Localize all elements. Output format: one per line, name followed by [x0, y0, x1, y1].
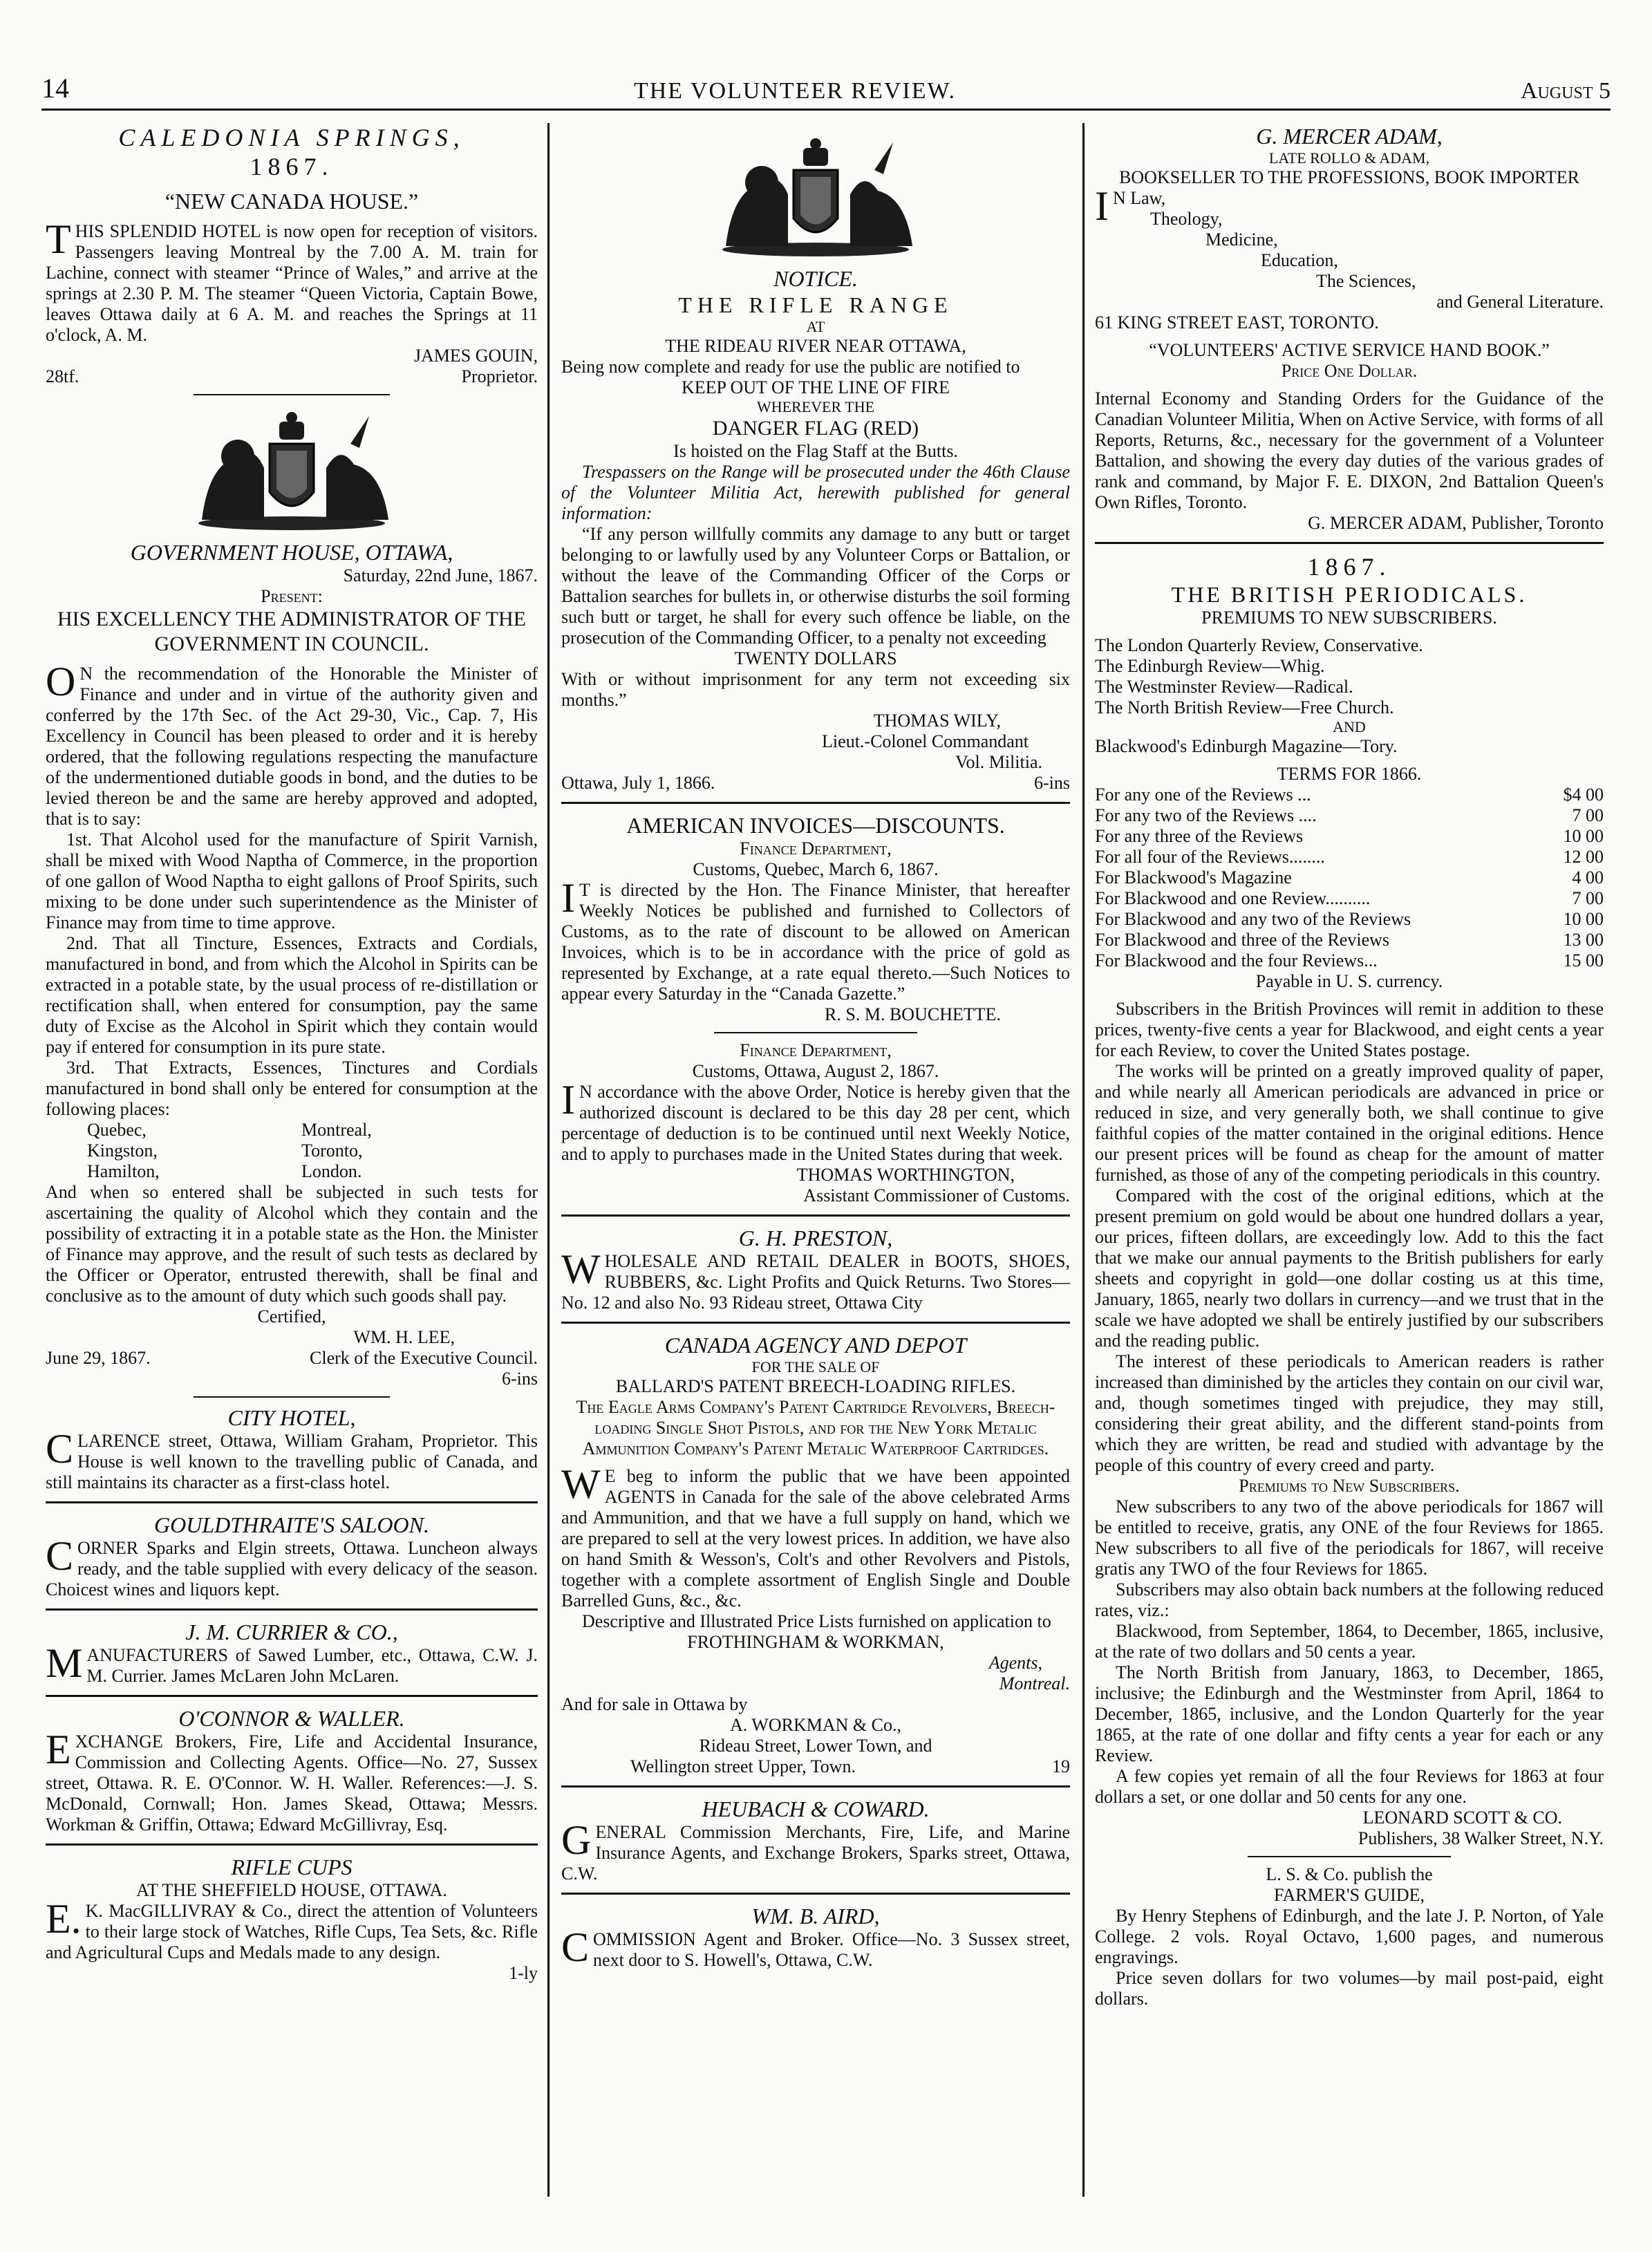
notice-ins: 6-ins [1034, 773, 1070, 793]
notice-ins: 6-ins [502, 1369, 538, 1389]
page-number: 14 [41, 73, 69, 104]
notice-location: Customs, Ottawa, August 2, 1867. [692, 1061, 939, 1081]
ad-year: 1867. [250, 153, 334, 180]
rate-row: For any three of the Reviews 10 00 [1095, 826, 1604, 846]
ad-paragraph: The works will be printed on a greatly improved quality of paper, and while nearly all American periodicals are advanced in price or reduced in size, and very generally both, we shall continue to give faithful copies of the matter contained in the original editions. Hence our present prices will be found as cheap for the amount of matter furnished, as those of any of the competing periodicals in this country. [1095, 1061, 1604, 1185]
notice-flag: DANGER FLAG (RED) [712, 417, 919, 440]
ad-paragraph: Compared with the cost of the original editions, which at the present premium on gold would be about one hundred dollars a year, our prices, fifteen dollars, are exceedingly low. Add to this the fact that we make our annual payments to the British publishers for early sheets and copyright in gold—one dollar costing us at this time, January, 1865, nearly two dollars in currency—and we trust that in the scale we have adopted we shall be entirely justified by our subscribers and the reading public. [1095, 1185, 1604, 1351]
notice-wherever: WHEREVER THE [756, 398, 875, 415]
ad-address: Rideau Street, Lower Town, and [699, 1736, 932, 1756]
notice-role: Clerk of the Executive Council. [310, 1348, 538, 1368]
ad-signer: LEONARD SCOTT & CO. [1362, 1808, 1562, 1828]
notice-signer: THOMAS WILY, [873, 711, 1001, 731]
review-item: The Westminster Review—Radical. [1095, 677, 1353, 697]
notice-penalty: TWENTY DOLLARS [734, 648, 897, 668]
ad-body: EXCHANGE Brokers, Fire, Life and Accidental Insurance, Commission and Collecting Agents. Office—No. 27, Sussex street, Ottawa. R. E. O'Connor. W. H. Waller. References:—J. S. McDonald, Cornwall; Hon. James Skead, Ottawa; Messrs. Workman & Griffin, Ottawa; Edward McGillivray, Esq. [46, 1727, 538, 1835]
ad-late: LATE ROLLO & ADAM, [1268, 149, 1430, 167]
notice-paragraph: Trespassers on the Range will be prosecuted under the 46th Clause of the Volunteer Militia Act, herewith published for general information: [561, 462, 1070, 523]
ad-title: G. MERCER ADAM, [1256, 124, 1443, 149]
ad-body: MANUFACTURERS of Sawed Lumber, etc., Ottawa, C.W. J. M. Currier. James McLaren John McLaren. [46, 1640, 538, 1686]
notice-dept: Finance Department, [740, 838, 892, 858]
places-row: Kingston, Toronto, [87, 1141, 363, 1161]
notice-keep: KEEP OUT OF THE LINE OF FIRE [681, 377, 950, 397]
ad-title: O'CONNOR & WALLER. [178, 1706, 405, 1731]
ad-subject: The Sciences, [1316, 271, 1416, 291]
notice-range: THE RIFLE RANGE [678, 292, 953, 317]
notice-signer: WM. H. LEE, [353, 1327, 455, 1347]
notice-paragraph: “If any person willfully commits any damage to any butt or target belonging to or lawfully used by any Volunteer Corps or Battalion, or without the leave of the Commanding Officer of the Corps or Battalion searches for bullets in, or otherwise disturbs the soil forming such butt or target, he shall for every such offence be liable, on the prosecution of the Commanding Officer, to a penalty not exceeding [561, 524, 1070, 648]
ad-body: THIS SPLENDID HOTEL is now open for reception of visitors. Passengers leaving Montreal by the 7.00 A. M. train for Lachine, connect with steamer “Prince of Wales,” and arrive at the springs at 2.30 P. M. The steamer “Queen Victoria, Captain Bowe, leaves Ottawa daily at 6 A. M. and reaches the Springs at 11 o'clock, A. M. [46, 216, 538, 345]
ad-publisher: G. MERCER ADAM, Publisher, Toronto [1308, 513, 1604, 533]
ad-paragraph: New subscribers to any two of the above periodicals for 1867 will be entitled to receive, gratis, any ONE of the four Reviews for 1865. New subscribers to all five of the periodicals for 1867, will receive gratis any TWO of the four Reviews for 1865. [1095, 1496, 1604, 1579]
ad-body: E.K. MacGILLIVRAY & Co., direct the attention of Volunteers to their large stock of Watches, Rifle Cups, Tea Sets, &c. Rifle and Agricultural Cups and Medals made to any design. [46, 1896, 538, 1962]
ad-sale: And for sale in Ottawa by [561, 1694, 748, 1714]
ad-also: L. S. & Co. publish the [1266, 1864, 1433, 1884]
mercer-adam-ad [1095, 123, 1604, 534]
column-right [1095, 123, 1604, 2211]
notice-signer: THOMAS WORTHINGTON, [796, 1165, 1015, 1185]
ad-title: G. H. PRESTON, [738, 1226, 893, 1250]
aird-ad [561, 1903, 1070, 1971]
ad-title: HEUBACH & COWARD. [702, 1796, 930, 1821]
city-hotel-ad [46, 1405, 538, 1493]
review-item: The North British Review—Free Church. [1095, 697, 1394, 717]
ad-subtitle: AT THE SHEFFIELD HOUSE, OTTAWA. [136, 1880, 447, 1900]
gouldthraite-saloon-ad [46, 1512, 538, 1600]
ad-signer: JAMES GOUIN, [413, 346, 538, 366]
notice-body: IT is directed by the Hon. The Finance Minister, that hereafter Weekly Notices be published and furnished to Collectors of Customs, as to the rate of discount to be allowed on American Invoices, which is to be in accordance with the price of gold as represented by Exchange, at a rate equal thereto.—Such Notices to appear every Saturday in the “Canada Gazette.” [561, 875, 1070, 1004]
royal-crest-icon [712, 129, 919, 260]
rate-row: For Blackwood and one Review.......... 7 00 [1095, 888, 1604, 908]
rate-row: For Blackwood and the four Reviews... 15 00 [1095, 950, 1604, 970]
notice-signer: R. S. M. BOUCHETTE. [825, 1004, 1001, 1024]
notice-title: AMERICAN INVOICES—DISCOUNTS. [626, 813, 1005, 838]
notice-present: Present: [261, 586, 323, 606]
rate-row: For all four of the Reviews........ 12 00 [1095, 847, 1604, 867]
notice-hoisted: Is hoisted on the Flag Staff at the Butts. [673, 441, 958, 461]
ad-address: Wellington street Upper, Town. [630, 1756, 856, 1776]
ad-body: WHOLESALE AND RETAIL DEALER in BOOTS, SHOES, RUBBERS, &c. Light Profits and Quick Returns. Two Stores—No. 12 and also No. 93 Rideau street, Ottawa City [561, 1246, 1070, 1313]
notice-paragraph: Being now complete and ready for use the public are notified to [561, 357, 1020, 377]
ad-paragraph: By Henry Stephens of Edinburgh, and the late J. P. Norton, of Yale College. 2 vols. Royal Octavo, 1,600 pages, and numerous engravings. [1095, 1906, 1604, 1967]
ad-workman: A. WORKMAN & Co., [730, 1715, 901, 1735]
notice-dated: June 29, 1867. [46, 1348, 151, 1368]
notice-dept: Finance Department, [740, 1040, 892, 1060]
currier-ad [46, 1619, 538, 1687]
preston-ad [561, 1225, 1070, 1313]
ad-paragraph: The North British from January, 1863, to December, 1865, inclusive; the Edinburgh and the Westminster from April, 1864 to December, 1865, inclusive, and the London Quarterly for the year 1865, at the rate of one dollar and fifty cents a year for each or any Review. [1095, 1662, 1604, 1765]
notice-date: Saturday, 22nd June, 1867. [343, 565, 538, 585]
column-rule [1082, 123, 1085, 2197]
ad-ref: 28tf. [46, 366, 79, 386]
ad-title: WM. B. AIRD, [751, 1904, 880, 1929]
ad-title: CALEDONIA SPRINGS, [118, 124, 465, 151]
ad-role: Proprietor. [461, 366, 538, 386]
rate-row: For any two of the Reviews .... 7 00 [1095, 805, 1604, 825]
column-left [46, 123, 538, 2211]
notice-role: Assistant Commissioner of Customs. [803, 1185, 1070, 1205]
notice-paragraph: With or without imprisonment for any term not exceeding six months.” [561, 669, 1070, 710]
ad-subject: Medicine, [1205, 229, 1278, 250]
column-middle [561, 123, 1070, 2211]
ad-paragraph: Descriptive and Illustrated Price Lists furnished on application to [582, 1611, 1051, 1631]
rifle-range-notice [561, 265, 1070, 794]
ad-publishers: Publishers, 38 Walker Street, N.Y. [1358, 1828, 1604, 1848]
government-house-notice [46, 539, 538, 1389]
ad-paragraph: Blackwood, from September, 1864, to December, 1865, inclusive, at the rate of two dollars and 50 cents a year. [1095, 1621, 1604, 1662]
ad-body: Internal Economy and Standing Orders for the Guidance of the Canadian Volunteer Militia, When on Active Service, with forms of all Reports, Returns, &c., necessary for the government of a Volunteer Battalion, and showing the every day duties of the various grades of rank and command, by Major F. E. DIXON, 2nd Battalion Queen's Own Rifles, Toronto. [1095, 388, 1604, 512]
ad-firm: FROTHINGHAM & WORKMAN, [687, 1632, 944, 1652]
british-periodicals-ad [1095, 552, 1604, 2009]
ad-title: THE BRITISH PERIODICALS. [1171, 582, 1528, 607]
ad-body: CORNER Sparks and Elgin streets, Ottawa. Luncheon always ready, and the table supplied with every delicacy of the season. Choicest wines and liquors kept. [46, 1533, 538, 1599]
notice-role: Vol. Militia. [955, 752, 1042, 772]
caledonia-springs-ad [46, 123, 538, 395]
ad-body: WE beg to inform the public that we have been appointed AGENTS in Canada for the sale of the above celebrated Arms and Ammunition, and that we have a full supply on hand, which we are prepared to sell at the very lowest prices. In addition, we have also on hand Smith & Wesson's, Colt's and other Revolvers and Pistols, together with a complete assortment of English Single and Double Barrelled Guns, &c., &c. [561, 1461, 1070, 1611]
rate-row: For Blackwood and any two of the Reviews 10 00 [1095, 909, 1604, 929]
ad-subject: and General Literature. [1436, 292, 1604, 312]
review-item: The London Quarterly Review, Conservative. [1095, 635, 1423, 655]
notice-location: Customs, Quebec, March 6, 1867. [693, 859, 939, 879]
ad-title: CANADA AGENCY AND DEPOT [664, 1333, 967, 1358]
ad-paragraph: Subscribers may also obtain back numbers at the following reduced rates, viz.: [1095, 1579, 1604, 1620]
canada-agency-ad [561, 1332, 1070, 1777]
ad-agents: Agents, [988, 1653, 1042, 1673]
rate-row: For Blackwood's Magazine 4 00 [1095, 867, 1604, 888]
rate-row: For Blackwood and three of the Reviews 13 00 [1095, 930, 1604, 950]
notice-role: Lieut.-Colonel Commandant [822, 731, 1029, 751]
ad-premiums: PREMIUMS TO NEW SUBSCRIBERS. [1201, 608, 1497, 628]
ad-title: RIFLE CUPS [231, 1855, 353, 1879]
notice-certified: Certified, [257, 1306, 326, 1326]
notice-title: GOVERNMENT HOUSE, OTTAWA, [130, 540, 453, 565]
heubach-coward-ad [561, 1796, 1070, 1884]
page-header [41, 69, 1611, 111]
notice-river: THE RIDEAU RIVER NEAR OTTAWA, [665, 336, 966, 356]
rifle-cups-ad [46, 1854, 538, 1984]
review-and: AND [1333, 718, 1366, 735]
ad-paragraph: Subscribers in the British Provinces will remit in addition to these prices, twenty-five cents a year for Blackwood, and eight cents a year for each Review, to cover the United States postage. [1095, 999, 1604, 1060]
ad-ins: 19 [1052, 1756, 1070, 1776]
review-item: Blackwood's Edinburgh Magazine—Tory. [1095, 736, 1398, 756]
review-item: The Edinburgh Review—Whig. [1095, 656, 1325, 676]
ad-for: FOR THE SALE OF [751, 1358, 880, 1376]
ad-body: GENERAL Commission Merchants, Fire, Life, and Marine Insurance Agents, and Exchange Brokers, Sparks street, Ottawa, C.W. [561, 1817, 1070, 1884]
ad-paragraph: Price seven dollars for two volumes—by mail post-paid, eight dollars. [1095, 1968, 1604, 2009]
rate-row: For any one of the Reviews ... $4 00 [1095, 785, 1604, 805]
ad-in: IN Law, [1095, 183, 1166, 229]
american-invoices-notice [561, 812, 1070, 1206]
notice-title: NOTICE. [773, 266, 858, 291]
issue-date: August 5 [1520, 78, 1611, 104]
ad-paragraph: A few copies yet remain of all the four Reviews for 1863 at four dollars a set, or one dollar and 50 cents for any one. [1095, 1766, 1604, 1807]
notice-at: AT [806, 318, 825, 335]
ad-price: Price One Dollar. [1281, 361, 1418, 381]
ad-body: CLARENCE street, Ottawa, William Graham, Proprietor. This House is well known to the travelling public of Canada, and still maintains its character as a first-class hotel. [46, 1426, 538, 1492]
ad-paragraph: The interest of these periodicals to American readers is rather increased than diminished by the articles they contain on our civil war, and, though sometimes tinged with prejudice, they may still, considering their great ability, and the different stand-points from which they are written, be read and studied with advantage by the people of this country of every creed and party. [1095, 1351, 1604, 1475]
ad-bookseller: BOOKSELLER TO THE PROFESSIONS, BOOK IMPORTER [1119, 167, 1579, 187]
ad-subject: Theology, [1150, 209, 1223, 229]
places-row: Quebec, Montreal, [87, 1120, 372, 1140]
ad-title: CITY HOTEL, [227, 1405, 356, 1430]
ad-guide: FARMER'S GUIDE, [1273, 1885, 1425, 1905]
ad-ins: 1-ly [509, 1963, 538, 1983]
notice-excellency: HIS EXCELLENCY THE ADMINISTRATOR OF THE GOVERNMENT IN COUNCIL. [57, 608, 527, 655]
payable: Payable in U. S. currency. [1255, 971, 1443, 991]
oconnor-waller-ad [46, 1705, 538, 1835]
ad-year: 1867. [1307, 553, 1391, 581]
notice-paragraph: And when so entered shall be subjected in such tests for ascertaining the quality of Alcohol which they contain and the possibility of extracting it in a potable state as the Hon. the Minister of Finance may approve, and the result of such tests as declared by the Officer or Operator, entrusted therewith, shall be final and conclusive as to the amount of duty which such goods shall pay. [46, 1182, 538, 1306]
ad-body: COMMISSION Agent and Broker. Office—No. 3 Sussex street, next door to S. Howell's, Ottawa, C.W. [561, 1924, 1070, 1970]
newspaper-title: THE VOLUNTEER REVIEW. [633, 78, 956, 104]
ad-eagle: The Eagle Arms Company's Patent Cartridge Revolvers, Breech-loading Single Shot Pistols, and for the New York Metalic Ammunition Company's Patent Metalic Waterproof Cartridges. [576, 1397, 1055, 1458]
notice-paragraph: ON the recommendation of the Honorable the Minister of Finance and under and in virtue of the authority given and conferred by the 17th Sec. of the Act 29-30, Vic., Cap. 7, His Excellency in Council has been pleased to order and it is hereby ordered, that the following regulations respecting the manufacture of the undermentioned dutiable goods in bond, and the duties to be levied thereon be and the same are hereby approved and adopted, that is to say: [46, 659, 538, 829]
ad-ballard: BALLARD'S PATENT BREECH-LOADING RIFLES. [615, 1376, 1016, 1396]
ad-title: GOULDTHRAITE'S SALOON. [154, 1512, 429, 1537]
places-row: Hamilton, London. [87, 1161, 362, 1181]
royal-crest-icon [188, 402, 395, 534]
notice-body: IN accordance with the above Order, Notice is hereby given that the authorized discount is declared to be this day 28 per cent, which percentage of deduction is to be continued until next Weekly Notice, and to apply to purchases made in the United States during that week. [561, 1077, 1070, 1164]
notice-paragraph: 1st. That Alcohol used for the manufacture of Spirit Varnish, shall be mixed with Wood Naptha of Commerce, in the proportion of one gallon of Wood Naptha to eight gallons of Proof Spirits, such mixing to be done under such superintendence as the Minister of Finance may from time to time approve. [46, 829, 538, 932]
ad-title: J. M. CURRIER & CO., [185, 1620, 398, 1644]
notice-dated: Ottawa, July 1, 1866. [561, 773, 715, 793]
ad-subtitle: “NEW CANADA HOUSE.” [165, 189, 419, 214]
column-rule [547, 123, 550, 2197]
notice-paragraph: 2nd. That all Tincture, Essences, Extracts and Cordials, manufactured in bond, and from which the Alcohol in Spirits can be extracted in a potable state, by the usual process of re-distillation or rectification shall, when entered for consumption, pay the same duty of Excise as the Alcohol in Spirit which they contain would pay if entered for consumption in its pure state. [46, 933, 538, 1057]
ad-book: “VOLUNTEERS' ACTIVE SERVICE HAND BOOK.” [1149, 340, 1550, 360]
notice-paragraph: 3rd. That Extracts, Essences, Tinctures and Cordials manufactured in bond shall only be entered for consumption at the following places: [46, 1058, 538, 1119]
ad-montreal: Montreal. [999, 1673, 1070, 1693]
ad-subject: Education, [1261, 250, 1338, 270]
premiums-heading: Premiums to New Subscribers. [1239, 1476, 1460, 1496]
ad-address: 61 KING STREET EAST, TORONTO. [1095, 312, 1379, 332]
terms-heading: TERMS FOR 1866. [1277, 764, 1422, 784]
